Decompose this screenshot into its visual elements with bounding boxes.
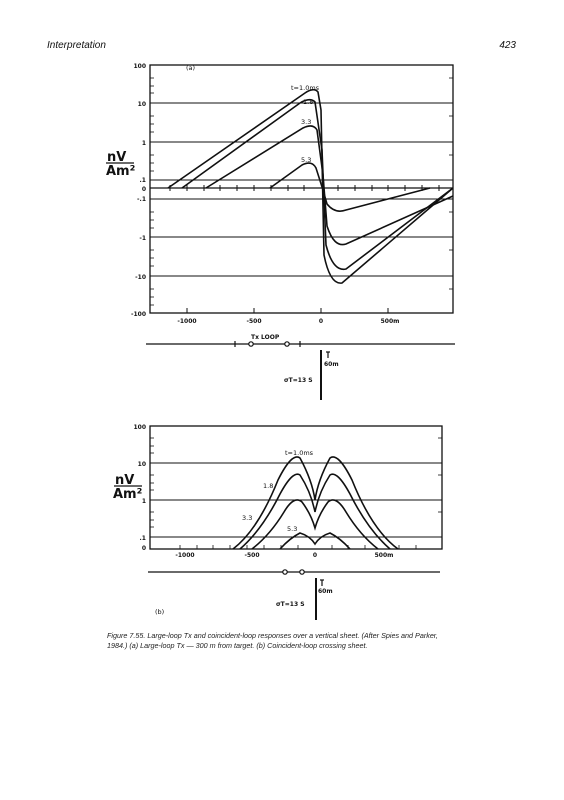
panel-b-label: (b) [155, 608, 165, 616]
curve-t53 [280, 533, 350, 549]
tx-loop-label: Tx LOOP [251, 334, 280, 341]
depth-label: 60m [318, 588, 333, 595]
curve-label: 3.3 [242, 514, 253, 522]
panel-a-label: (a) [186, 64, 196, 72]
panel-a [106, 63, 455, 400]
y-units-denominator: Am² [106, 164, 136, 179]
y-tick-label: 0 [141, 186, 146, 193]
curve-label: 1.8 [263, 482, 274, 490]
sheet-conductance-label: σT=13 S [276, 601, 305, 608]
curve-label: 5.3 [287, 525, 298, 533]
y-tick-label: -1 [139, 235, 146, 242]
y-tick-label: 10 [137, 101, 146, 108]
page-number: 423 [499, 40, 516, 51]
curve-label: 1.8 [303, 98, 314, 106]
panel-b-geometry [148, 570, 440, 620]
y-units-denominator: Am² [113, 487, 143, 502]
y-tick-label: 100 [133, 63, 146, 70]
curve-t18 [182, 100, 453, 270]
panel-b-curves [233, 457, 398, 549]
y-units-numerator: nV [107, 150, 127, 165]
curve-t53 [270, 163, 430, 211]
x-tick-label: 500m [380, 318, 400, 325]
depth-label: 60m [324, 361, 339, 368]
y-tick-label: .1 [139, 177, 146, 184]
x-tick-label: -500 [246, 318, 262, 325]
curve-label: t=1.0ms [285, 449, 314, 457]
panel-a-y-ticks [131, 63, 146, 318]
sheet-conductance-label: σT=13 S [284, 377, 313, 384]
curve-label: t=1.0ms [291, 84, 320, 92]
curve-label: 5.3 [301, 156, 312, 164]
y-tick-label: 100 [133, 424, 146, 431]
y-tick-label: -.1 [137, 196, 146, 203]
panel-b [113, 424, 442, 620]
x-tick-label: 500m [374, 552, 394, 559]
y-tick-label: 1 [141, 140, 146, 147]
curve-t1 [233, 457, 398, 549]
x-tick-label: -500 [244, 552, 260, 559]
y-tick-label: 0 [141, 545, 146, 552]
panel-a-geometry [146, 341, 455, 400]
curve-t33 [252, 500, 378, 549]
figure-caption: Figure 7.55. Large-loop Tx and coincident-loop responses over a vertical sheet. (After Spies and Parker, 1984.) (a) Large-loop Tx — 300 m from target. (b) Coincident-loop crossing sheet. [107, 631, 438, 650]
running-header: Interpretation [47, 40, 106, 51]
x-tick-label: 0 [318, 318, 324, 325]
panel-a-x-ticks [170, 185, 439, 313]
y-tick-label: 1 [141, 498, 146, 505]
y-tick-label: .1 [139, 535, 146, 542]
y-tick-label: -10 [135, 274, 146, 281]
x-tick-label: -1000 [177, 318, 197, 325]
y-tick-label: -100 [130, 311, 146, 318]
x-tick-label: 0 [312, 552, 318, 559]
x-tick-label: -1000 [175, 552, 195, 559]
y-units-numerator: nV [115, 473, 135, 488]
panel-a-minor-ticks [150, 78, 453, 305]
y-tick-label: 10 [137, 461, 146, 468]
curve-label: 3.3 [301, 118, 312, 126]
